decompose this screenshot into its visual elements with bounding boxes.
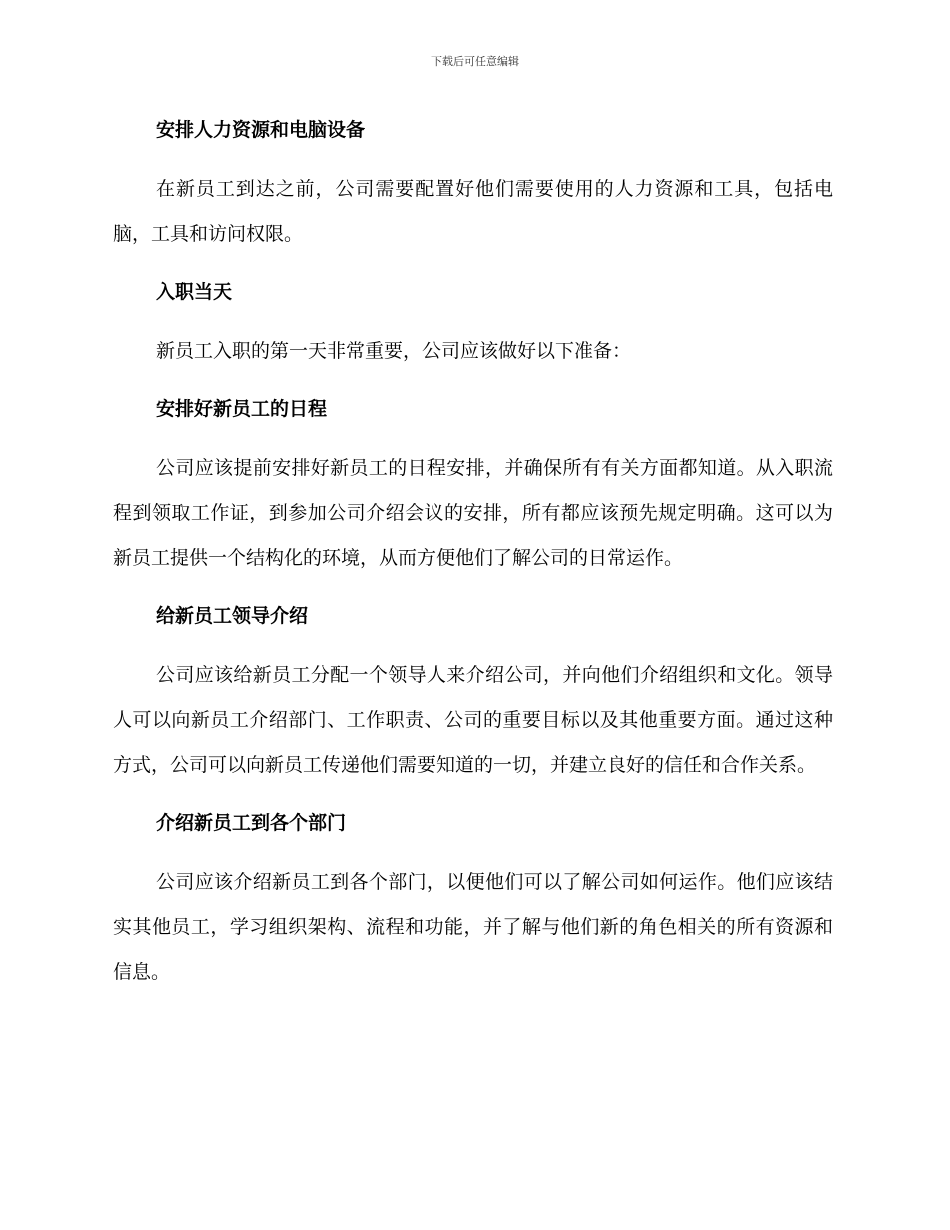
document-body <box>113 108 833 1008</box>
section-heading: 安排人力资源和电脑设备 <box>156 119 366 141</box>
section-hr-and-computers <box>113 108 833 257</box>
section-heading: 介绍新员工到各个部门 <box>156 812 347 834</box>
page-header-note: 下载后可任意编辑 <box>431 55 519 68</box>
section-paragraph: 新员工入职的第一天非常重要，公司应该做好以下准备： <box>156 340 632 362</box>
section-paragraph: 公司应该给新员工分配一个领导人来介绍公司，并向他们介绍组织和文化。领导人可以向新员工介绍部门、工作职责、公司的重要目标以及其他重要方面。通过这种方式，公司可以向新员工传递他们需要知道的一切，并建立良好的信任和合作关系。 <box>113 664 833 776</box>
section-heading: 入职当天 <box>156 281 233 303</box>
section-paragraph: 公司应该提前安排好新员工的日程安排，并确保所有有关方面都知道。从入职流程到领取工作证，到参加公司介绍会议的安排，所有都应该预先规定明确。这可以为新员工提供一个结构化的环境，从而方便他们了解公司的日常运作。 <box>113 457 833 569</box>
section-first-day <box>113 270 833 374</box>
section-paragraph: 在新员工到达之前，公司需要配置好他们需要使用的人力资源和工具，包括电脑，工具和访问权限。 <box>113 178 833 245</box>
section-heading: 安排好新员工的日程 <box>156 398 328 420</box>
section-heading: 给新员工领导介绍 <box>156 605 309 627</box>
section-department-intro <box>113 801 833 995</box>
section-leader-intro <box>113 594 833 788</box>
section-paragraph: 公司应该介绍新员工到各个部门，以便他们可以了解公司如何运作。他们应该结实其他员工，学习组织架构、流程和功能，并了解与他们新的角色相关的所有资源和信息。 <box>113 871 833 983</box>
section-schedule <box>113 387 833 581</box>
